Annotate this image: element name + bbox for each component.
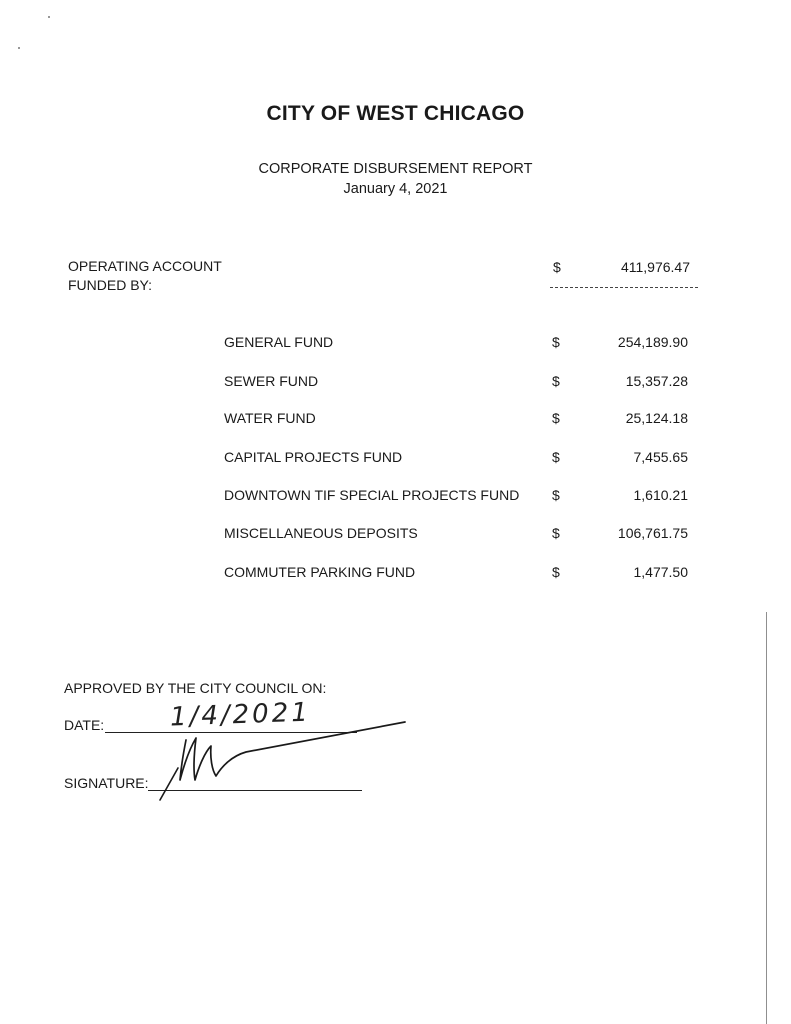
fund-row <box>0 373 791 393</box>
report-date: January 4, 2021 <box>343 181 448 197</box>
fund-amount: 254,189.90 <box>617 334 688 350</box>
fund-row <box>0 449 791 469</box>
fund-amount: 106,761.75 <box>617 525 688 541</box>
fund-currency: $ <box>552 449 560 465</box>
operating-account-label: OPERATING ACCOUNT <box>68 258 222 274</box>
fund-amount: 25,124.18 <box>625 410 688 426</box>
operating-currency: $ <box>553 259 561 275</box>
fund-name: GENERAL FUND <box>224 334 334 350</box>
fund-row <box>0 525 791 545</box>
signature-label: SIGNATURE: <box>64 775 149 791</box>
fund-name: CAPITAL PROJECTS FUND <box>224 449 403 465</box>
operating-amount: 411,976.47 <box>620 259 690 275</box>
fund-currency: $ <box>552 334 560 350</box>
funded-by-label: FUNDED BY: <box>68 277 153 293</box>
fund-currency: $ <box>552 564 560 580</box>
fund-name: DOWNTOWN TIF SPECIAL PROJECTS FUND <box>224 487 520 503</box>
fund-row <box>0 564 791 584</box>
fund-currency: $ <box>552 487 560 503</box>
fund-name: MISCELLANEOUS DEPOSITS <box>224 525 418 541</box>
fund-row <box>0 487 791 507</box>
approval-heading: APPROVED BY THE CITY COUNCIL ON: <box>64 680 327 696</box>
fund-amount: 1,610.21 <box>633 487 688 503</box>
fund-amount: 15,357.28 <box>625 373 688 389</box>
fund-name: WATER FUND <box>224 410 316 426</box>
fund-name: SEWER FUND <box>224 373 319 389</box>
handwritten-date: 1/4/2021 <box>169 697 312 733</box>
fund-row <box>0 334 791 354</box>
dashed-divider <box>550 287 698 288</box>
scan-speck <box>48 16 50 18</box>
document-title: CITY OF WEST CHICAGO <box>266 102 525 125</box>
fund-currency: $ <box>552 373 560 389</box>
fund-name: COMMUTER PARKING FUND <box>224 564 416 580</box>
fund-row <box>0 410 791 430</box>
fund-amount: 1,477.50 <box>633 564 688 580</box>
report-subtitle: CORPORATE DISBURSEMENT REPORT <box>258 161 533 177</box>
fund-currency: $ <box>552 525 560 541</box>
fund-currency: $ <box>552 410 560 426</box>
scan-speck <box>18 47 20 49</box>
scan-edge-line <box>766 612 767 1024</box>
fund-amount: 7,455.65 <box>633 449 688 465</box>
date-label: DATE: <box>64 717 105 733</box>
handwritten-signature <box>150 710 420 805</box>
